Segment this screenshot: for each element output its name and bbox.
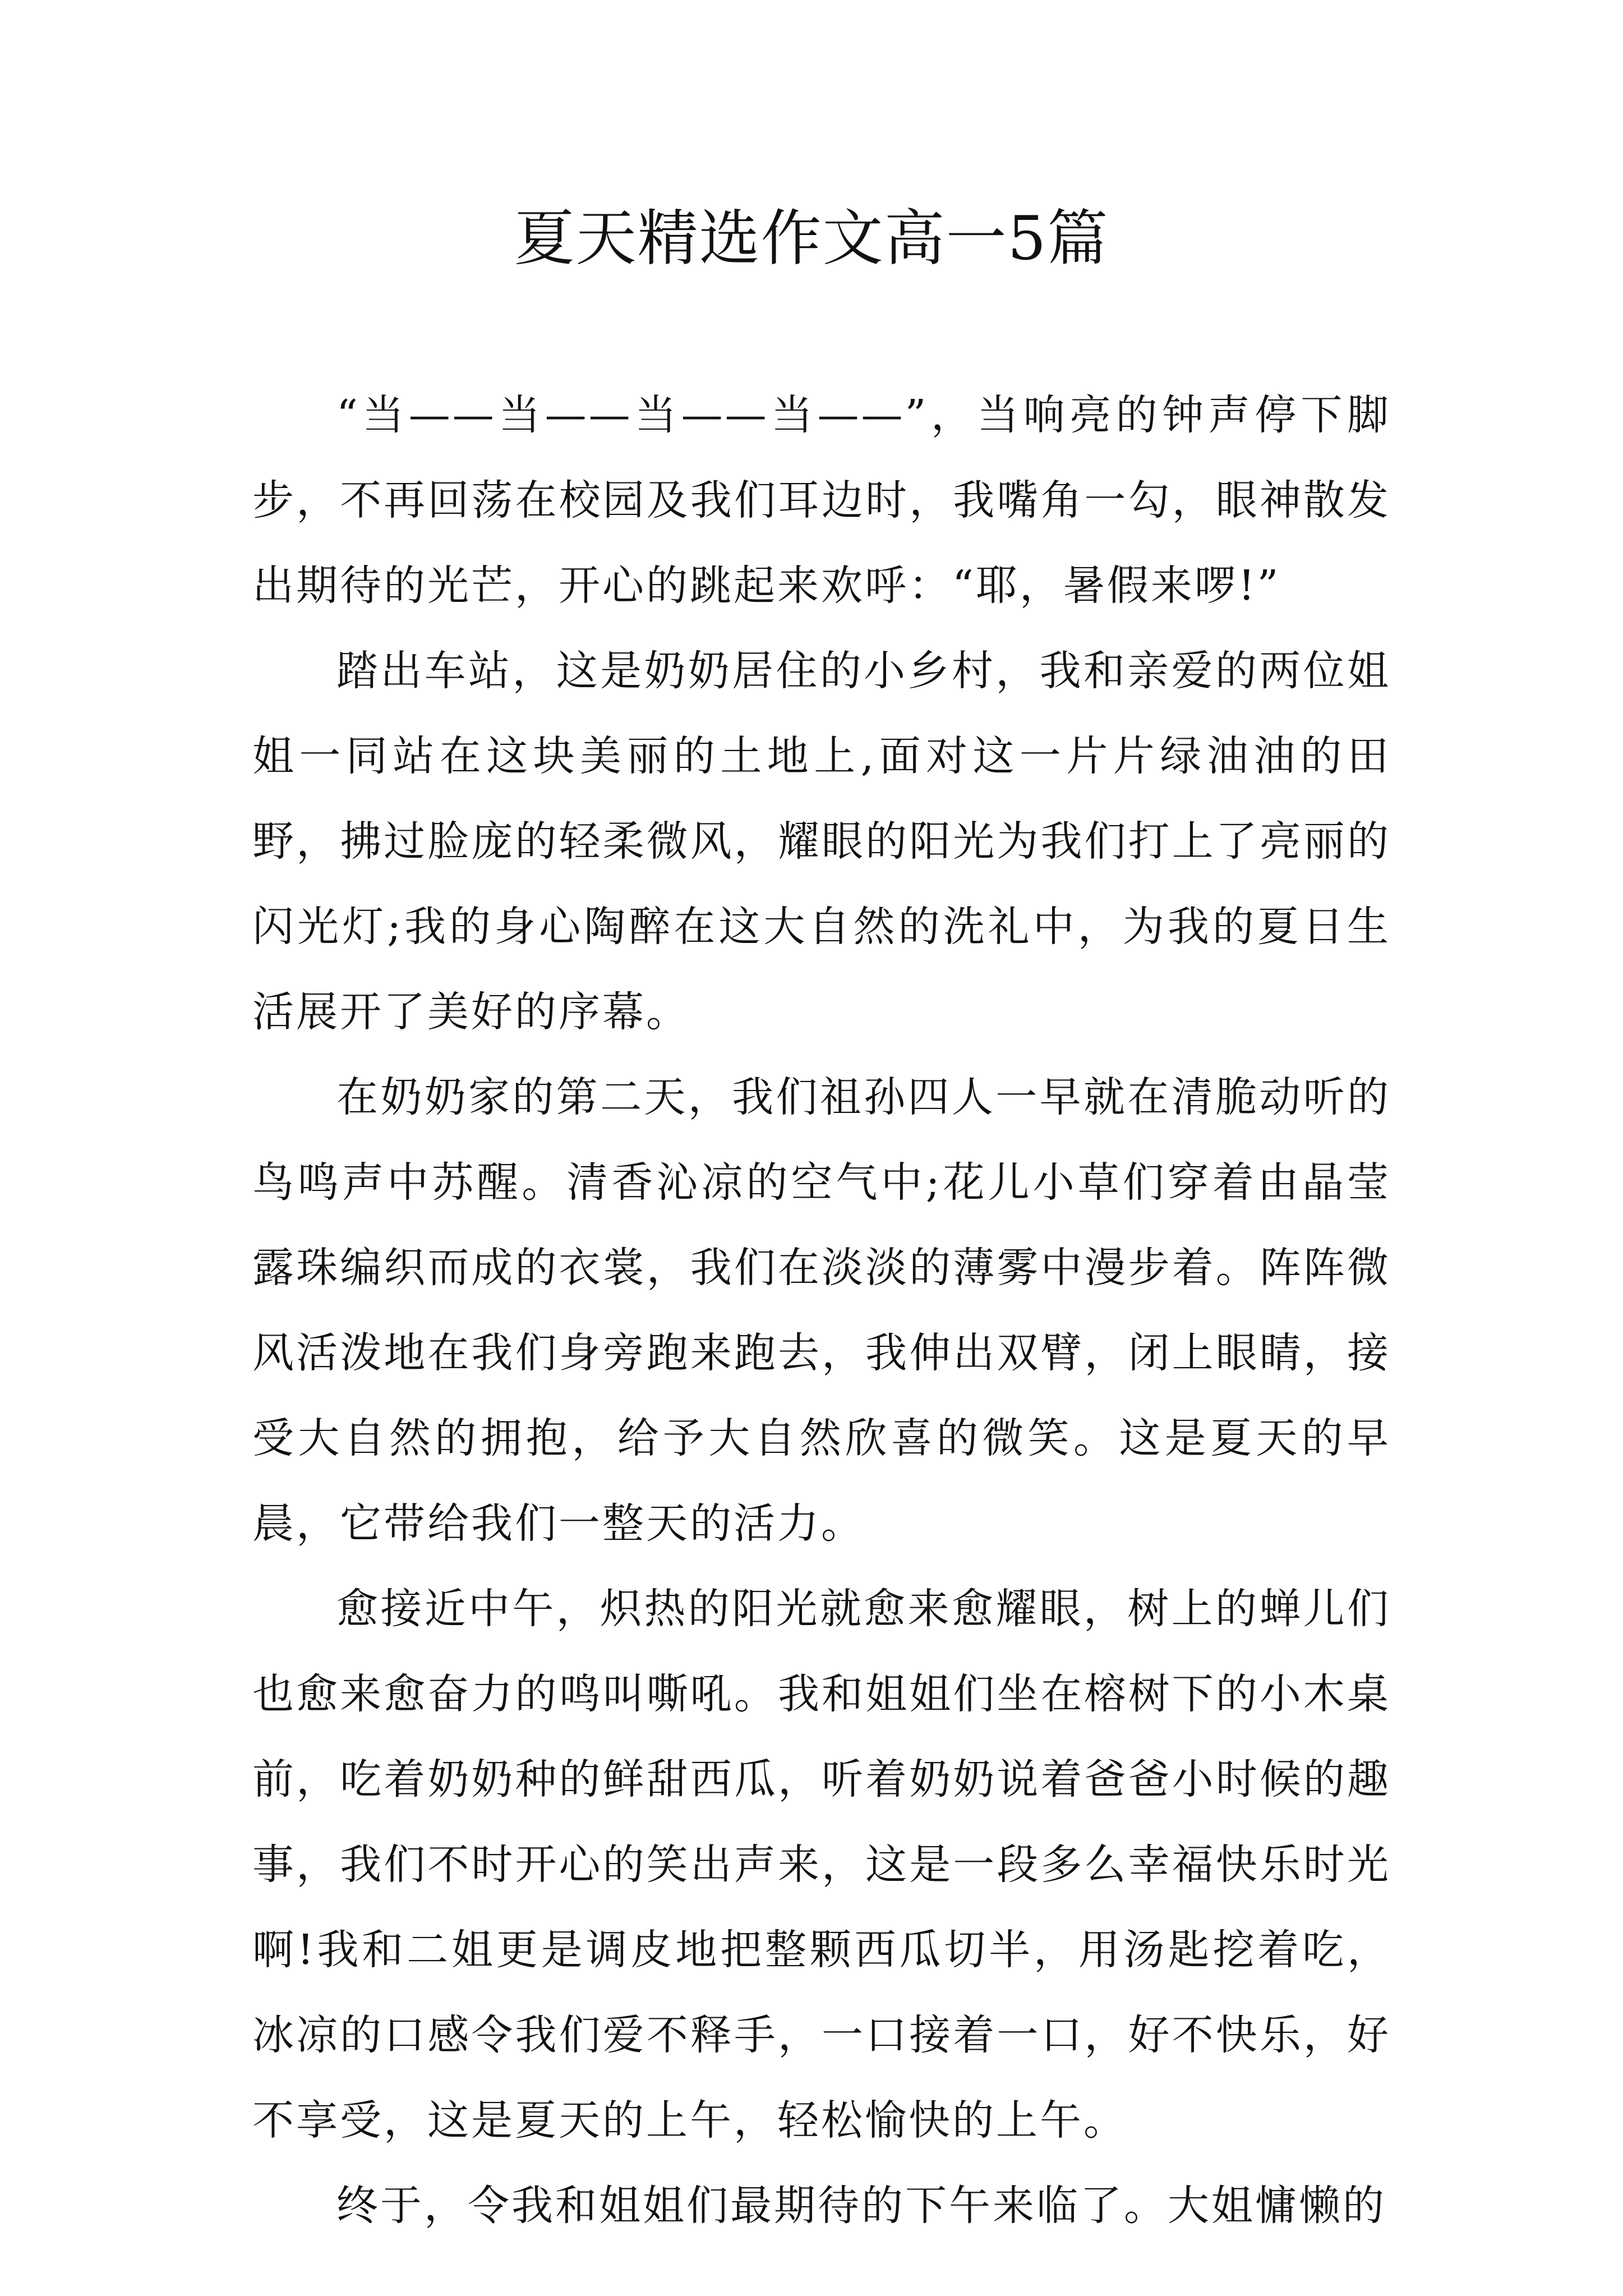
document-title: 夏天精选作文高一5篇 xyxy=(514,204,1109,274)
paragraph: 踏出车站，这是奶奶居住的小乡村，我和亲爱的两位姐姐一同站在这块美丽的土地上,面对这一片片绿油油的田野，拂过脸庞的轻柔微风，耀眼的阳光为我们打上了亮丽的闪光灯;我的身心陶醉在这大自然的洗礼中，为我的夏日生活展开了美好的序幕。 xyxy=(252,647,1391,1036)
document-body xyxy=(252,372,1391,2248)
paragraph: 在奶奶家的第二天，我们祖孙四人一早就在清脆动听的鸟鸣声中苏醒。清香沁凉的空气中;花儿小草们穿着由晶莹露珠编织而成的衣裳，我们在淡淡的薄雾中漫步着。阵阵微风活泼地在我们身旁跑来跑去，我伸出双臂，闭上眼睛，接受大自然的拥抱，给予大自然欣喜的微笑。这是夏天的早晨，它带给我们一整天的活力。 xyxy=(252,1073,1391,1548)
paragraph: 愈接近中午，炽热的阳光就愈来愈耀眼，树上的蝉儿们也愈来愈奋力的鸣叫嘶吼。我和姐姐们坐在榕树下的小木桌前，吃着奶奶种的鲜甜西瓜，听着奶奶说着爸爸小时候的趣事，我们不时开心的笑出声来，这是一段多么幸福快乐时光啊!我和二姐更是调皮地把整颗西瓜切半，用汤匙挖着吃，冰凉的口感令我们爱不释手，一口接着一口，好不快乐，好不享受，这是夏天的上午，轻松愉快的上午。 xyxy=(252,1585,1391,2145)
paragraph: “当——当——当——当——”，当响亮的钟声停下脚步，不再回荡在校园及我们耳边时，我嘴角一勾，眼神散发出期待的光芒，开心的跳起来欢呼：“耶，暑假来啰!” xyxy=(252,391,1391,610)
paragraph: 终于，令我和姐姐们最期待的下午来临了。大姐慵懒的 xyxy=(336,2182,1386,2230)
